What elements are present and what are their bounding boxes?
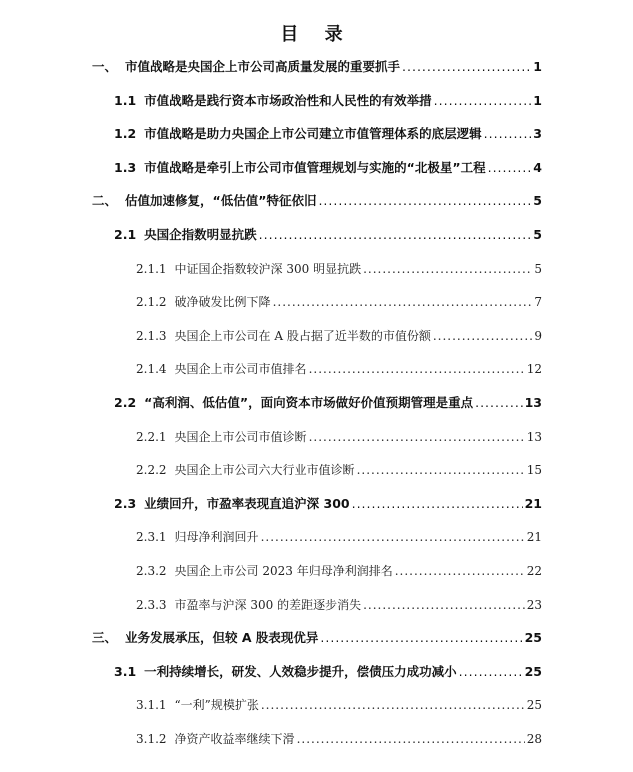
toc-dot-leader xyxy=(488,158,532,178)
toc-entry-text: 归母净利润回升 xyxy=(174,530,259,544)
toc-entry-number: 3.1.1 xyxy=(136,698,167,712)
toc-entry-number: 1.2 xyxy=(114,126,137,141)
toc-entry-number: 1.1 xyxy=(114,93,137,108)
toc-entry-number: 2.1.2 xyxy=(136,295,167,309)
toc-entry-text: 破净破发比例下降 xyxy=(174,295,271,309)
toc-entry-text: 一利持续增长，研发、人效稳步提升，偿债压力成功减小 xyxy=(144,664,457,679)
toc-entry-page-number: 22 xyxy=(526,564,542,578)
toc-entry-level-2[interactable] xyxy=(114,494,542,514)
toc-entry-level-3[interactable] xyxy=(136,326,542,346)
toc-entry-text: 央国企上市公司市值排名 xyxy=(174,362,307,376)
toc-dot-leader xyxy=(484,124,532,144)
toc-entry-number: 3.1 xyxy=(114,664,137,679)
toc-dot-leader xyxy=(402,57,531,77)
toc-entry-page-number: 12 xyxy=(526,362,542,376)
toc-entry-number: 2.1.4 xyxy=(136,362,167,376)
toc-entry-text: 央国企上市公司 2023 年归母净利润排名 xyxy=(174,564,393,578)
toc-entry-text: “一利”规模扩张 xyxy=(174,698,259,712)
toc-entry-level-1[interactable] xyxy=(92,628,542,648)
toc-entry-number: 2.1.1 xyxy=(136,262,167,276)
toc-dot-leader xyxy=(273,292,533,312)
toc-dot-leader xyxy=(357,460,525,480)
toc-entry-page-number: 15 xyxy=(526,463,542,477)
toc-dot-leader xyxy=(475,393,523,413)
toc-dot-leader xyxy=(261,695,525,715)
toc-entry-page-number: 3 xyxy=(533,126,542,141)
toc-entry-level-2[interactable] xyxy=(114,124,542,144)
toc-entry-number: 2.2.1 xyxy=(136,430,167,444)
toc-entry-text: 中证国企指数较沪深 300 明显抗跌 xyxy=(174,262,362,276)
toc-dot-leader xyxy=(395,561,525,581)
toc-entry-page-number: 25 xyxy=(524,630,542,645)
toc-entry-page-number: 21 xyxy=(526,530,542,544)
toc-entry-level-3[interactable] xyxy=(136,359,542,379)
toc-entry-page-number: 5 xyxy=(534,262,542,276)
toc-dot-leader xyxy=(297,729,525,749)
toc-entry-number: 2.1.3 xyxy=(136,329,167,343)
toc-entry-text: 估值加速修复，“低估值”特征依旧 xyxy=(125,193,317,208)
toc-entry-level-2[interactable] xyxy=(114,393,542,413)
toc-entry-page-number: 25 xyxy=(526,698,542,712)
toc-entry-level-3[interactable] xyxy=(136,259,542,279)
toc-entry-level-3[interactable] xyxy=(136,729,542,749)
toc-entry-level-2[interactable] xyxy=(114,91,542,111)
toc-entry-page-number: 4 xyxy=(533,160,542,175)
toc-entry-level-3[interactable] xyxy=(136,427,542,447)
toc-dot-leader xyxy=(434,91,532,111)
toc-entry-number: 2.3.3 xyxy=(136,598,167,612)
toc-dot-leader xyxy=(259,225,532,245)
toc-entry-text: 央国企指数明显抗跌 xyxy=(144,227,257,242)
toc-entry-page-number: 23 xyxy=(526,598,542,612)
toc-dot-leader xyxy=(309,427,525,447)
toc-entry-text: 市盈率与沪深 300 的差距逐步消失 xyxy=(174,598,362,612)
toc-dot-leader xyxy=(261,527,525,547)
toc-entry-number: 2.2 xyxy=(114,395,137,410)
toc-dot-leader xyxy=(363,259,532,279)
toc-entry-number: 2.3.1 xyxy=(136,530,167,544)
toc-entry-level-3[interactable] xyxy=(136,561,542,581)
toc-entry-text: 市值战略是践行资本市场政治性和人民性的有效举措 xyxy=(144,93,432,108)
toc-entry-level-2[interactable] xyxy=(114,225,542,245)
toc-entry-level-2[interactable] xyxy=(114,662,542,682)
toc-dot-leader xyxy=(320,628,522,648)
toc-entry-page-number: 5 xyxy=(533,193,542,208)
toc-entry-level-1[interactable] xyxy=(92,191,542,211)
toc-entry-number: 2.1 xyxy=(114,227,137,242)
toc-entry-number: 3.1.2 xyxy=(136,732,167,746)
toc-dot-leader xyxy=(433,326,533,346)
toc-dot-leader xyxy=(363,595,525,615)
toc-entry-text: 央国企上市公司六大行业市值诊断 xyxy=(174,463,355,477)
toc-entry-level-3[interactable] xyxy=(136,595,542,615)
toc-entry-page-number: 25 xyxy=(524,664,542,679)
toc-entry-text: 央国企上市公司在 A 股占据了近半数的市值份额 xyxy=(174,329,431,343)
toc-entry-page-number: 28 xyxy=(526,732,542,746)
toc-entry-level-3[interactable] xyxy=(136,527,542,547)
toc-entry-text: 业绩回升，市盈率表现直追沪深 300 xyxy=(144,496,350,511)
toc-entry-level-3[interactable] xyxy=(136,460,542,480)
toc-entry-number: 2.2.2 xyxy=(136,463,167,477)
toc-entry-page-number: 1 xyxy=(533,93,542,108)
toc-entry-text: 净资产收益率继续下滑 xyxy=(174,732,295,746)
toc-dot-leader xyxy=(352,494,523,514)
toc-entry-page-number: 13 xyxy=(524,395,542,410)
toc-dot-leader xyxy=(459,662,523,682)
toc-entry-page-number: 9 xyxy=(534,329,542,343)
toc-dot-leader xyxy=(309,359,525,379)
toc-entry-level-1[interactable] xyxy=(92,57,542,77)
toc-entry-text: 市值战略是央国企上市公司高质量发展的重要抓手 xyxy=(125,59,401,74)
toc-entry-page-number: 7 xyxy=(534,295,542,309)
toc-entry-number: 2.3 xyxy=(114,496,137,511)
toc-entry-level-2[interactable] xyxy=(114,158,542,178)
toc-entry-page-number: 5 xyxy=(533,227,542,242)
toc-entry-text: 业务发展承压，但较 A 股表现优异 xyxy=(125,630,319,645)
toc-entry-level-3[interactable] xyxy=(136,292,542,312)
toc-entry-page-number: 1 xyxy=(533,59,542,74)
toc-entry-text: 市值战略是牵引上市公司市值管理规划与实施的“北极星”工程 xyxy=(144,160,486,175)
toc-entry-page-number: 21 xyxy=(524,496,542,511)
toc-entry-number: 二、 xyxy=(92,193,118,208)
toc-entry-number: 1.3 xyxy=(114,160,137,175)
toc-entry-text: 市值战略是助力央国企上市公司建立市值管理体系的底层逻辑 xyxy=(144,126,482,141)
toc-entry-text: 央国企上市公司市值诊断 xyxy=(174,430,307,444)
toc-entry-page-number: 13 xyxy=(526,430,542,444)
toc-title: 目 录 xyxy=(280,24,353,45)
toc-entry-number: 2.3.2 xyxy=(136,564,167,578)
toc-entry-number: 三、 xyxy=(92,630,118,645)
toc-entry-text: “高利润、低估值”，面向资本市场做好价值预期管理是重点 xyxy=(144,395,474,410)
toc-dot-leader xyxy=(318,191,531,211)
toc-entry-level-3[interactable] xyxy=(136,695,542,715)
toc-entry-number: 一、 xyxy=(92,59,118,74)
